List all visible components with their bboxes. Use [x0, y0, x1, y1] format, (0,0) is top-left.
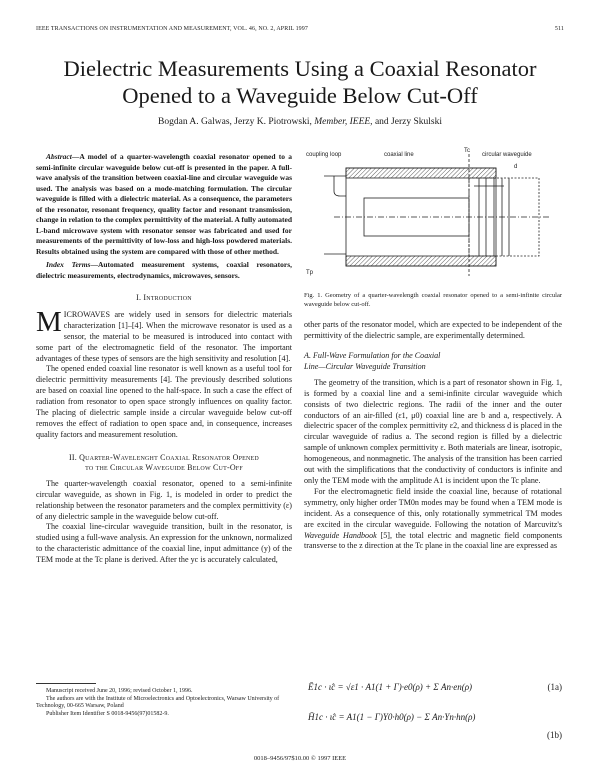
fig-label-d: d [514, 164, 518, 170]
fig-label-tc: Tc [464, 148, 470, 154]
abstract-text: A model of a quarter-wavelength coaxial resonator opened to a semi-infinite circular waveguide below cut-off is presented in the paper. A full-wave analysis of the transition between coaxial-line and circular waveguide was used. The analysis was based on a mode-matching formulation. The circular waveguide is filled with a dielectric material. As a consequence, the parameters of the resonator, resonant frequency, quality factor and resonant transmission, change in relation to the complex permittivity of the material. A fully automated L-band microwave system with resonator sensor was fabricated and used for measurements of the permittivity of low-loss and high-loss powdered materials. Results obtained using the system are compared with those of other method. [36, 152, 292, 256]
abstract-label: Abstract— [46, 152, 80, 161]
fig-label-circ: circular waveguide [482, 152, 532, 158]
abstract [36, 152, 292, 257]
author-last: and Jerzy Skulski [372, 117, 442, 127]
footnote-rule [36, 683, 96, 684]
footnote-received: Manuscript received June 20, 1996; revised October 1, 1996. [46, 688, 193, 694]
figure-1-caption: Fig. 1. Geometry of a quarter-wavelength coaxial resonator opened to a semi-infinite circular waveguide below cut-off. [304, 292, 562, 308]
equation-1b: H̄1c · ι̂c = A1(1 − Γ)Y0·h0(ρ) − Σ An·Yn·hn(ρ) (1b) [308, 712, 562, 740]
index-terms-label: Index Terms— [46, 260, 98, 269]
section-heading-introduction: I. Introduction [136, 293, 192, 302]
drop-cap: M [36, 305, 62, 338]
index-terms [36, 260, 292, 281]
intro-paragraph-2: The opened ended coaxial line resonator is well known as a useful tool for dielectric permittivity measurements [4]. The previously described solutions are based on coaxial line opened to the half-space. In such a case the effect of radiation from resonator to open space strongly influences on quality factor. The placing of dielectric sample inside a circular waveguide below cut-off removes the effect of radiation to open space and, in consequence, increases quality factors and measurement resolution. [36, 364, 292, 439]
right-paragraph-0: other parts of the resonator model, which are expected to be independent of the permittivity of the dielectric sample, are experimentally determined. [304, 320, 562, 340]
left-column [36, 152, 292, 566]
page-identifier: 0018–9456/97$10.00 © 1997 IEEE [253, 755, 347, 762]
fig-label-coupling: coupling loop [306, 152, 342, 158]
intro-paragraph-1: MICROWAVES are widely used in sensors for dielectric materials characterization [1]–[4]. When the microwave resonator is used as a sensor, the material to be measured is introduced into contact with some part of the electromagnetic field of the resonator. The important advantages of these types of sensors are the high sensitivity and resolution [4]. [36, 305, 292, 363]
subsection-heading-a: A. Full-Wave Formulation for the Coaxial Line—Circular Waveguide Transition [304, 350, 441, 371]
journal-name: IEEE TRANSACTIONS ON INSTRUMENTATION AND MEASUREMENT, VOL. 46, NO. 2, APRIL 1997 [36, 26, 308, 32]
running-header [36, 26, 564, 32]
author-line [30, 117, 570, 127]
right-paragraph-2: For the electromagnetic field inside the coaxial line, because of rotational symmetry, only higher order TM0n modes may be found when a TEM mode is incident. As a consequence of this, only rotationally symmetrical TM modes are excited in the circular waveguide. Following the notation of Marcuvitz's Waveguide Handbook [5], the total electric and magnetic field components transverse to the z direction at the Tc plane in the coaxial line are expressed as [304, 486, 562, 551]
equation-1a: Ē1c · ι̂c = √ε1 · A1(1 + Γ)·e0(ρ) + Σ An·en(ρ) (1a) [308, 682, 562, 692]
author-member: Member, IEEE, [314, 117, 373, 127]
page-number: 511 [554, 26, 564, 32]
right-column [304, 320, 562, 552]
figure-1-diagram [304, 146, 562, 286]
paper-title: Dielectric Measurements Using a Coaxial Resonator Opened to a Waveguide Below Cut-Off [63, 56, 537, 108]
footnote-identifier: Publisher Item Identifier S 0018-9456(97)01582-9. [46, 710, 169, 717]
footnote-affiliation: The authors are with the Institute of Microelectronics and Optoelectronics, Warsaw University of Technology, 00-665 Warsaw, Poland [36, 695, 280, 709]
section2-paragraph-1: The quarter-wavelength coaxial resonator, opened to a semi-infinite circular waveguide, as shown in Fig. 1, is modeled in order to predict the relationship between the resonator parameters and the complex permittivity (ε) of any dielectric sample in the waveguide below cut-off. [36, 478, 292, 521]
section2-paragraph-2: The coaxial line-circular waveguide transition, built in the resonator, is studied using a full-wave analysis. An expression for the unknown, normalized to the characteristic admittance of the coaxial line, input admittance (y) of the TEM mode at the Tc plane is derived. After the yc is accurately calculated, [36, 522, 292, 565]
right-paragraph-1: The geometry of the transition, which is a part of resonator shown in Fig. 1, is formed by a coaxial line and a semi-infinite circular waveguide which consists of two dielectric regions. The radii of the inner and the outer conductors of an air-filled (ε1, μ0) coaxial line are b and a, respectively. A dielectric spacer of the complex permittivity ε2, and thickness d is placed in the circular waveguide of radius a. The second region is filled by a dielectric sample of unknown complex permittivity ε. Both materials are linear, isotropic, homogeneous, and nonmagnetic. The analysis of the transition has been carried out with the simplifications that the conductivity of conductors is infinite and only the TEM mode with the amplitude A1 is incident upon the Tc plane. [304, 377, 562, 485]
footnote [36, 683, 292, 718]
section-heading-2: II. Quarter-Wavelenght Coaxial Resonator Opened to the Circular Waveguide Below Cut-Off [69, 452, 259, 472]
author-names: Bogdan A. Galwas, Jerzy K. Piotrowski, [158, 117, 315, 127]
fig-label-coax: coaxial line [384, 152, 414, 158]
fig-label-tp: Tp [306, 270, 314, 276]
index-terms-text: Automated measurement systems, coaxial resonators, dielectric measurements, electrodynamics, microwaves, sensors. [36, 260, 293, 280]
